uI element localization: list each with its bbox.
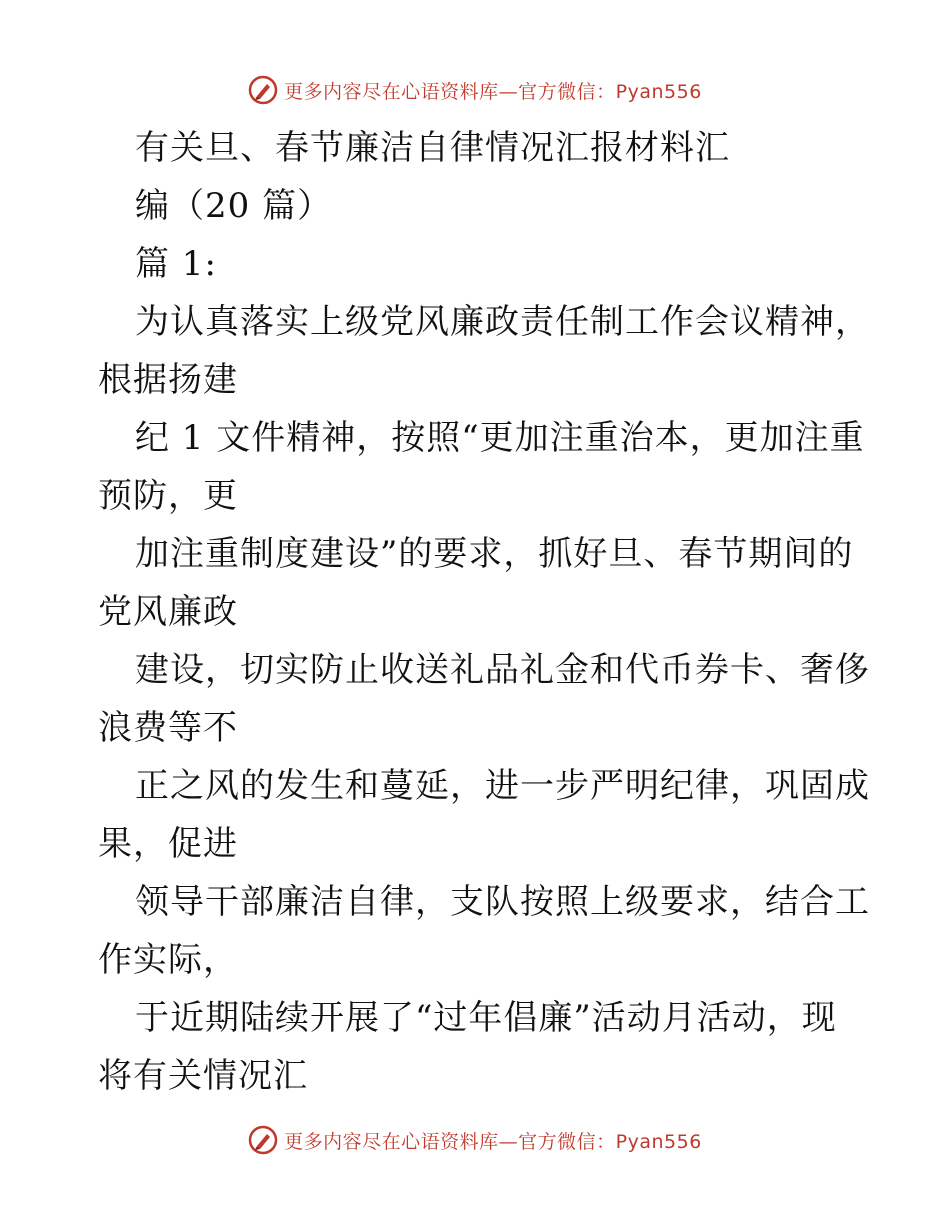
watermark-text: 更多内容尽在心语资料库—官方微信：Pyan556 bbox=[284, 80, 702, 103]
paragraph-line: 根据扬建 bbox=[98, 360, 238, 400]
paragraph-line: 浪费等不 bbox=[98, 708, 238, 748]
paragraph-line: 正之风的发生和蔓延，进一步严明纪律，巩固成 bbox=[135, 766, 870, 806]
paragraph-line: 于近期陆续开展了“过年倡廉”活动月活动，现 bbox=[135, 998, 837, 1038]
footer-watermark bbox=[0, 1120, 950, 1160]
pen-circle-logo-icon bbox=[248, 75, 278, 105]
document-title-line-1: 有关旦、春节廉洁自律情况汇报材料汇 bbox=[135, 128, 730, 168]
paragraph-line: 作实际， bbox=[98, 940, 238, 980]
paragraph-line: 纪 1 文件精神，按照“更加注重治本，更加注重 bbox=[135, 418, 865, 458]
paragraph-line: 党风廉政 bbox=[98, 592, 238, 632]
header-watermark bbox=[0, 70, 950, 110]
watermark-text: 更多内容尽在心语资料库—官方微信：Pyan556 bbox=[284, 1130, 702, 1153]
paragraph-line: 将有关情况汇 bbox=[98, 1056, 308, 1096]
section-label: 篇 1: bbox=[135, 244, 217, 284]
document-title-line-2: 编（20 篇） bbox=[135, 186, 333, 226]
pen-circle-logo-icon bbox=[248, 1125, 278, 1155]
paragraph-line: 果，促进 bbox=[98, 824, 238, 864]
paragraph-line: 建设，切实防止收送礼品礼金和代币券卡、奢侈 bbox=[135, 650, 870, 690]
paragraph-line: 加注重制度建设”的要求，抓好旦、春节期间的 bbox=[135, 534, 854, 574]
paragraph-line: 为认真落实上级党风廉政责任制工作会议精神， bbox=[135, 302, 870, 342]
paragraph-line: 领导干部廉洁自律，支队按照上级要求，结合工 bbox=[135, 882, 870, 922]
paragraph-line: 预防，更 bbox=[98, 476, 238, 516]
